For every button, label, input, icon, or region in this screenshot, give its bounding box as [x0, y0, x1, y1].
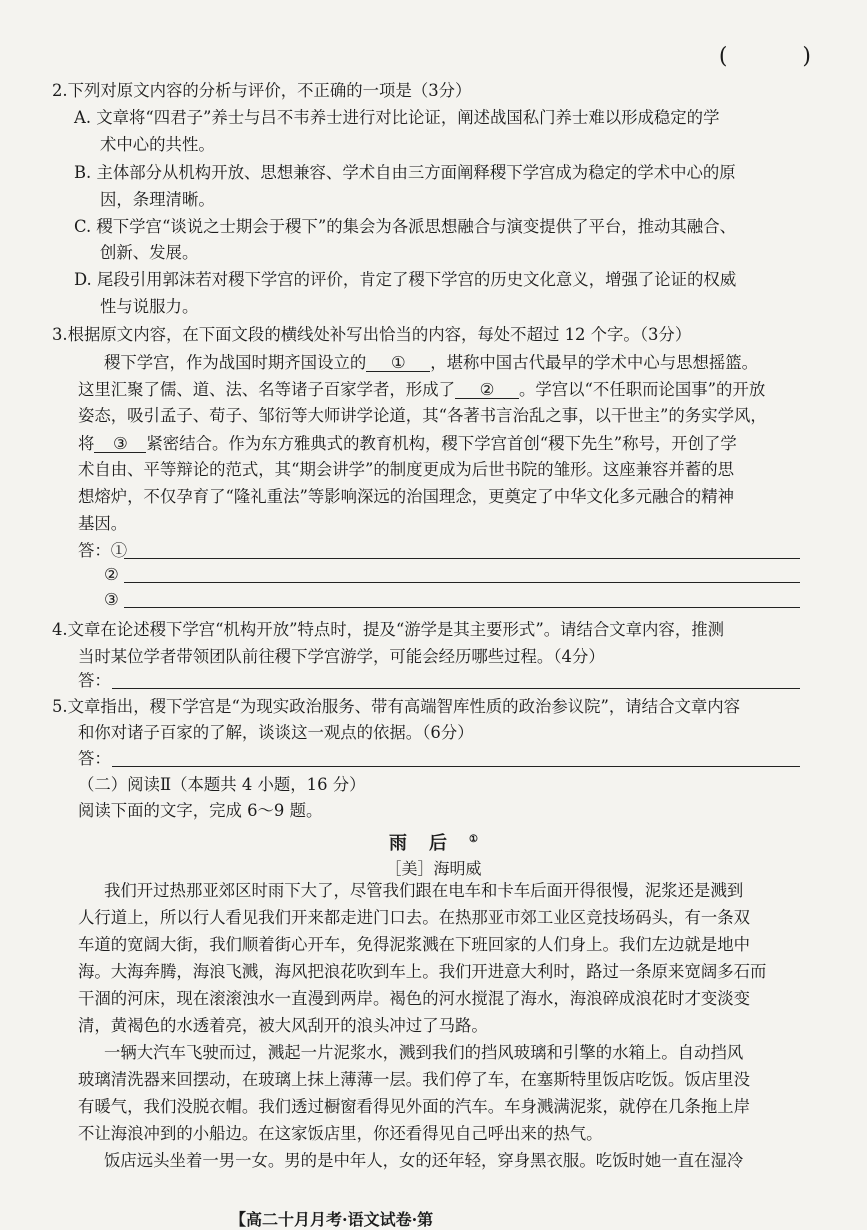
q4-stem-cont: 当时某位学者带领团队前往稷下学宫游学，可能会经历哪些过程。（4分） — [78, 647, 605, 666]
q3-text: 将 — [78, 434, 95, 453]
story-line: 海。大海奔腾，海浪飞溅，海风把浪花吹到车上。我们开进意大利时，路过一条原来宽阔多石而 — [78, 962, 767, 981]
story-title — [0, 829, 867, 855]
q3-passage-line — [78, 381, 765, 399]
q3-answer-line-1[interactable] — [124, 558, 800, 559]
page-footer: 【高二十月月考·语文试卷·第 — [230, 1210, 434, 1229]
q3-passage-line: 姿态，吸引孟子、荀子、邹衍等大师讲学论道，其“各著书言治乱之事，以干世主”的务实学风， — [78, 406, 767, 425]
story-line: 不让海浪冲到的小船边。在这家饭店里，你还看得见自己呼出来的热气。 — [78, 1124, 603, 1143]
q3-blank-1: ① — [366, 354, 430, 372]
q2-option-a-cont: 术中心的共性。 — [100, 135, 215, 154]
q3-passage-line: 想熔炉，不仅孕育了“隆礼重法”等影响深远的治国理念，更奠定了中华文化多元融合的精神 — [78, 487, 734, 506]
q2-option-b-cont: 因，条理清晰。 — [100, 190, 215, 209]
q2-option-c: C. 稷下学宫“谈说之士期会于稷下”的集会为各派思想融合与演变提供了平台，推动其融合、 — [74, 217, 736, 236]
q3-passage-line: 术自由、平等辩论的范式，其“期会讲学”的制度更成为后世书院的雏形。这座兼容并蓄的思 — [78, 460, 734, 479]
story-line: 我们开过热那亚郊区时雨下大了，尽管我们跟在电车和卡车后面开得很慢，泥浆还是溅到 — [104, 881, 744, 900]
show-through-text — [360, 55, 364, 71]
q5-answer-label: 答： — [78, 749, 111, 768]
q3-answer-label: 答：① — [78, 541, 128, 560]
q2-option-d-cont: 性与说服力。 — [100, 297, 199, 316]
story-title-text: 雨后 — [389, 833, 470, 854]
q3-passage-line — [104, 354, 758, 372]
story-line: 人行道上，所以行人看见我们开来都走进门口去。在热那亚市郊工业区竞技场码头，有一条双 — [78, 908, 751, 927]
q3-text: 紧密结合。作为东方雅典式的教育机构，稷下学宫首创“稷下先生”称号，开创了学 — [146, 434, 737, 453]
section-instruction: 阅读下面的文字，完成 6～9 题。 — [78, 801, 323, 820]
q3-answer-label-2: ② — [104, 565, 119, 584]
q3-answer-line-2[interactable] — [124, 582, 800, 583]
q4-answer-label: 答： — [78, 671, 111, 690]
story-line: 车道的宽阔大街，我们顺着街心开车，免得泥浆溅在下班回家的人们身上。我们左边就是地中 — [78, 935, 751, 954]
q3-blank-3: ③ — [94, 435, 146, 453]
q2-option-a: A. 文章将“四君子”养士与吕不韦养士进行对比论证，阐述战国私门养士难以形成稳定的学 — [74, 108, 720, 127]
story-author: ［美］海明威 — [385, 859, 482, 878]
q3-answer-label-3: ③ — [104, 590, 119, 609]
q3-text: 。学宫以“不任职而论国事”的开放 — [518, 380, 766, 399]
q3-text: ，堪称中国古代最早的学术中心与思想摇篮。 — [430, 353, 759, 372]
q3-text: 这里汇聚了儒、道、法、名等诸子百家学者，形成了 — [78, 380, 455, 399]
q3-stem: 3.根据原文内容，在下面文段的横线处补写出恰当的内容，每处不超过 12 个字。（3分） — [52, 325, 692, 344]
story-line: 饭店远头坐着一男一女。男的是中年人，女的还年轻，穿身黑衣服。吃饭时她一直在湿冷 — [104, 1151, 744, 1170]
q4-stem: 4.文章在论述稷下学宫“机构开放”特点时，提及“游学是其主要形式”。请结合文章内容，推测 — [52, 620, 724, 639]
q2-option-c-cont: 创新、发展。 — [100, 243, 199, 262]
q5-answer-line[interactable] — [112, 766, 800, 767]
q3-text: 稷下学宫，作为战国时期齐国设立的 — [104, 353, 367, 372]
q2-option-d: D. 尾段引用郭沫若对稷下学宫的评价，肯定了稷下学宫的历史文化意义，增强了论证的权威 — [74, 270, 737, 289]
section-heading: （二）阅读Ⅱ（本题共 4 小题，16 分） — [78, 775, 366, 794]
q3-passage-line: 基因。 — [78, 514, 128, 533]
answer-bracket: ( ) — [718, 44, 845, 69]
q5-stem: 5.文章指出，稷下学宫是“为现实政治服务、带有高端智库性质的政治参议院”，请结合文章内容 — [52, 697, 741, 716]
story-line: 有暖气，我们没脱衣帽。我们透过橱窗看得见外面的汽车。车身溅满泥浆，就停在几条拖上岸 — [78, 1097, 751, 1116]
story-line: 玻璃清洗器来回摆动，在玻璃上抹上薄薄一层。我们停了车，在塞斯特里饭店吃饭。饭店里没 — [78, 1070, 751, 1089]
story-title-footnote: ① — [469, 834, 478, 845]
q3-blank-2: ② — [455, 381, 519, 399]
story-line: 清，黄褐色的水透着亮，被大风刮开的浪头冲过了马路。 — [78, 1016, 488, 1035]
q4-answer-line[interactable] — [112, 688, 800, 689]
q2-option-b: B. 主体部分从机构开放、思想兼容、学术自由三方面阐释稷下学宫成为稳定的学术中心的原 — [74, 163, 736, 182]
q5-stem-cont: 和你对诸子百家的了解，谈谈这一观点的依据。（6分） — [78, 723, 474, 742]
q2-stem: 2.下列对原文内容的分析与评价，不正确的一项是（3分） — [52, 81, 472, 100]
q3-answer-line-3[interactable] — [124, 607, 800, 608]
q3-passage-line — [78, 435, 737, 453]
story-line: 一辆大汽车飞驶而过，溅起一片泥浆水，溅到我们的挡风玻璃和引擎的水箱上。自动挡风 — [104, 1043, 744, 1062]
story-line: 干涸的河床，现在滚滚浊水一直漫到两岸。褐色的河水搅混了海水，海浪碎成浪花时才变淡变 — [78, 989, 751, 1008]
